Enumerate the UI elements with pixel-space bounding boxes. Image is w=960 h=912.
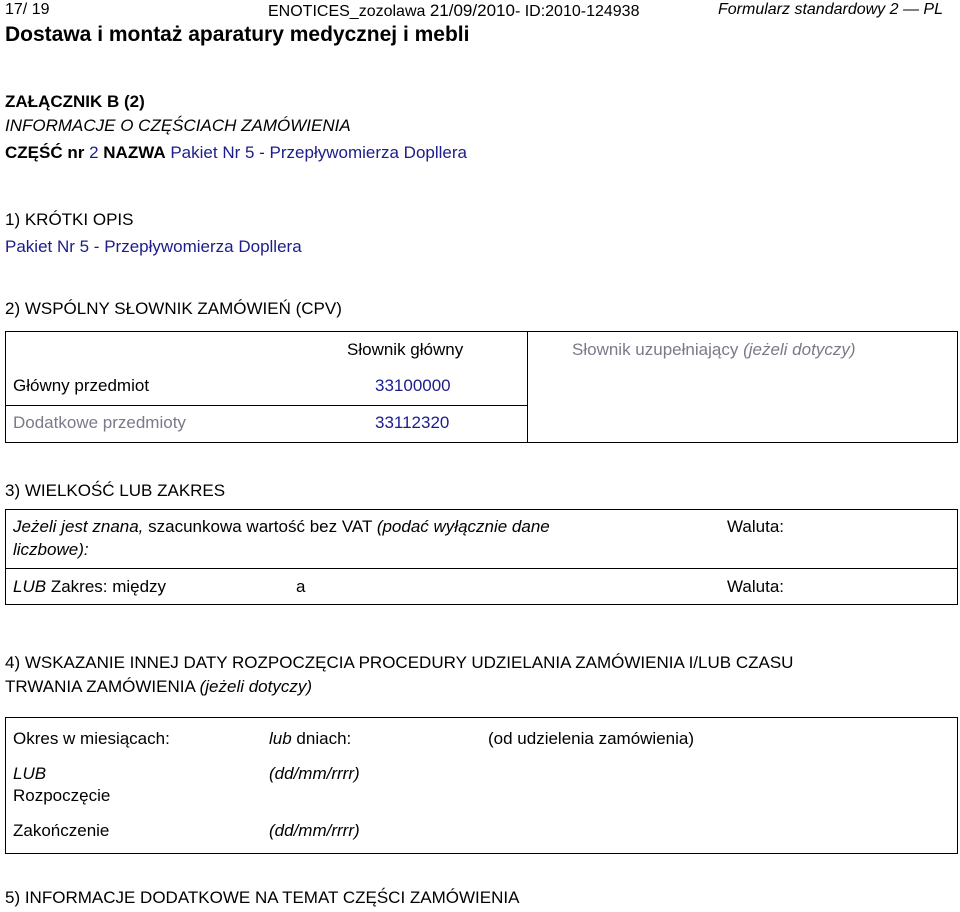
range-a: a <box>296 577 306 596</box>
start-lub: LUB <box>13 764 47 783</box>
notice-id <box>268 1 639 21</box>
value-known: Jeżeli jest znana, <box>13 517 144 536</box>
name-label: NAZWA <box>103 143 166 162</box>
from-award: (od udzielenia zamówienia) <box>488 729 695 748</box>
cpv-main-value: 33100000 <box>375 376 451 395</box>
range-label: Zakres: między <box>50 577 167 596</box>
cpv-add-label: Dodatkowe przedmioty <box>13 413 186 432</box>
part-number: 2 <box>89 143 99 162</box>
end-format: (dd/mm/rrrr) <box>269 821 360 840</box>
start-format: (dd/mm/rrrr) <box>269 764 360 783</box>
section4-heading-2 <box>5 677 312 697</box>
cpv-col-supp-label: Słownik uzupełniający <box>572 340 739 359</box>
value-row-divider <box>5 568 958 569</box>
annex-title: ZAŁĄCZNIK B (2) <box>5 92 145 111</box>
part-label: CZĘŚĆ nr <box>5 143 85 162</box>
section3-heading: 3) WIELKOŚĆ LUB ZAKRES <box>5 481 226 500</box>
annex-subtitle: INFORMACJE O CZĘŚCIACH ZAMÓWIENIA <box>5 116 351 135</box>
section5-heading: 5) INFORMACJE DODATKOWE NA TEMAT CZĘŚCI ZAMÓWIENIA <box>5 888 520 907</box>
cpv-add-value: 33112320 <box>375 413 450 432</box>
doc-title: Dostawa i montaż aparatury medycznej i mebli <box>5 23 470 46</box>
value-estimated: szacunkowa wartość bez VAT <box>148 517 373 536</box>
days-line <box>269 729 351 749</box>
notice-date: 21/09/2010 <box>429 1 515 20</box>
range-line <box>13 577 166 597</box>
section4-heading-text: TRWANIA ZAMÓWIENIA <box>5 677 195 696</box>
page-number: 17/ 19 <box>5 1 50 18</box>
cpv-col-supp-note: (jeżeli dotyczy) <box>743 340 856 359</box>
form-name: Formularz standardowy 2 — PL <box>718 1 943 18</box>
start-label: Rozpoczęcie <box>13 786 111 805</box>
days-lub: lub <box>269 729 292 748</box>
currency-label-2: Waluta: <box>727 577 785 596</box>
notice-id-prefix: ENOTICES_zozolawa <box>268 3 426 20</box>
value-note-cont: liczbowe): <box>13 540 89 559</box>
section1-heading: 1) KRÓTKI OPIS <box>5 210 134 229</box>
notice-id-suffix: - ID:2010-124938 <box>514 3 640 20</box>
range-lub: LUB <box>13 577 47 596</box>
cpv-main-label: Główny przedmiot <box>13 376 150 395</box>
months-label: Okres w miesiącach: <box>13 729 170 748</box>
section4-heading-note: (jeżeli dotyczy) <box>199 677 313 696</box>
cpv-divider <box>527 331 528 443</box>
section1-text: Pakiet Nr 5 - Przepływomierza Dopllera <box>5 237 302 256</box>
section2-heading: 2) WSPÓLNY SŁOWNIK ZAMÓWIEŃ (CPV) <box>5 299 342 318</box>
part-line <box>5 143 467 163</box>
section4-heading-1: 4) WSKAZANIE INNEJ DATY ROZPOCZĘCIA PROCEDURY UDZIELANIA ZAMÓWIENIA I/LUB CZASU <box>5 653 794 672</box>
cpv-col-supp <box>572 340 855 360</box>
cpv-col-main: Słownik główny <box>347 340 464 359</box>
currency-label-1: Waluta: <box>727 517 785 536</box>
part-name: Pakiet Nr 5 - Przepływomierza Dopllera <box>170 143 467 162</box>
end-label: Zakończenie <box>13 821 110 840</box>
cpv-row-divider <box>5 405 527 406</box>
value-note: (podać wyłącznie dane <box>376 517 550 536</box>
value-line1 <box>13 517 550 537</box>
days-label: dniach: <box>296 729 352 748</box>
